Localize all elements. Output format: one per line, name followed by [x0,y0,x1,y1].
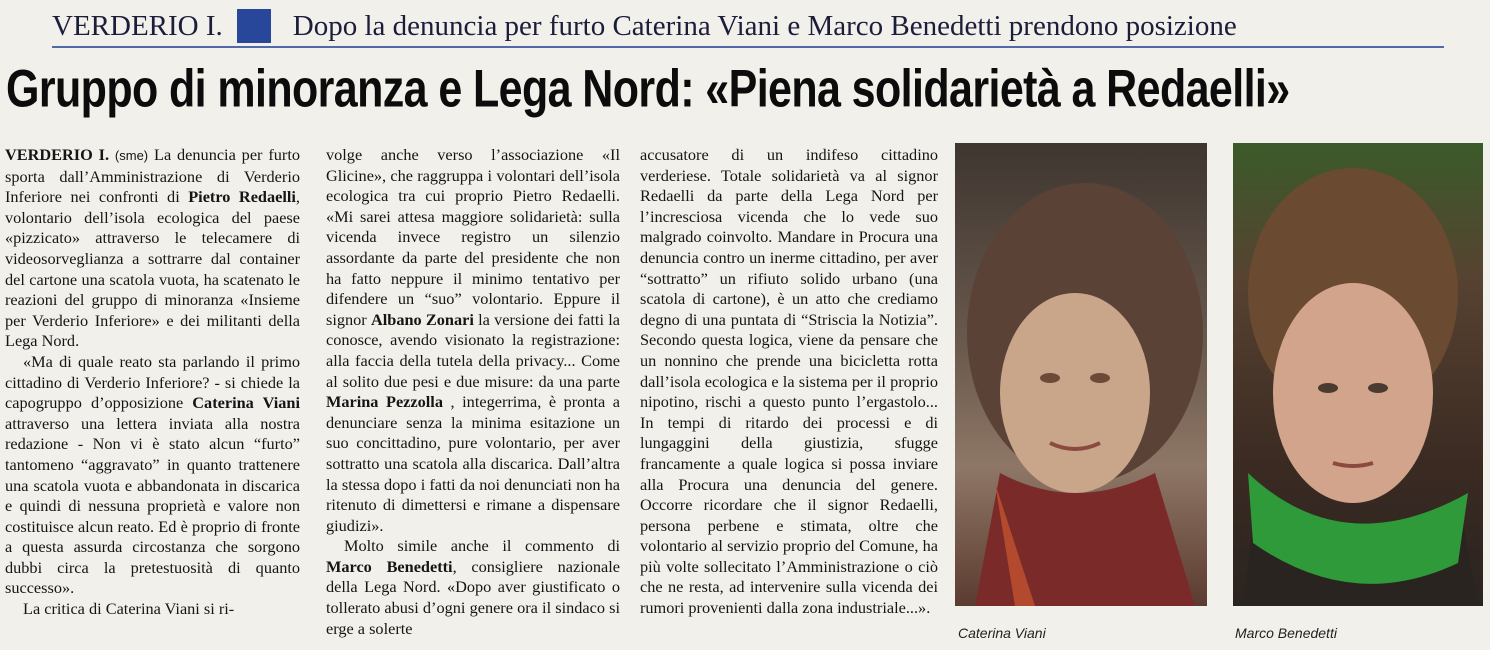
paragraph-text: , integerrima, è pronta a denunciare senza la minima esitazione un suo concittadino, pure volontario, per aver sottratto una scatola alla discarica. Dall’altra la stessa dopo i fatti da noi denunciati non ha ritenuto di dimettersi e rimane a dispensare giudizi». [326,392,620,535]
paragraph: accusatore di un indifeso cittadino verderiese. Totale solidarietà va al signor Redaelli da parte della Lega Nord per l’incresciosa vicenda che lo vede suo malgrado coinvolto. Mandare in Procura una denuncia contro un inerme cittadino, per aver “sottratto” un rifiuto solido urbano (una scatola di cartone), è un atto che crediamo degno di una puntata di “Striscia la Notizia”. Secondo questa logica, viene da pensare che un nonnino che prende una bicicletta rotta dall’isola ecologica e la sistema per il proprio nipotino, rischi a questo punto l’ergastolo... In tempi di ritardo dei processi e di lungaggini della giustizia, sfugge francamente a quale logica si possa inviare alla Procura una denuncia del genere. Occorre ricordare che il signor Redaelli, persona perbene e stimata, oltre che volontario al servizio proprio del Comune, ha più volte sollecitato l’Amministrazione o ciò che ne resta, ad intervenire sulla vicenda dei rumori provenienti dalla zona industriale...». [640,145,938,618]
paragraph: La critica di Caterina Viani si ri- [23,599,235,619]
paragraph-text: la versione dei fatti la conosce, avendo visionato la registrazione: alla faccia della tutela della privacy... Come al solito due pesi e due misure: da una parte [326,309,620,391]
byline: (sme) [114,148,149,163]
article-column-2 [326,145,620,639]
person-name: Pietro Redaelli [188,187,296,207]
person-name: Marco Benedetti [326,556,453,576]
paragraph [5,352,300,599]
headline: Gruppo di minoranza e Lega Nord: «Piena solidarietà a Redaelli» [6,60,1290,119]
paragraph-text: , consigliere nazionale della Lega Nord. «Dopo aver giustificato o tollerato abusi d’ogni genere ora il sindaco si erge a solerte [326,556,620,638]
photo-marco-benedetti [1233,143,1483,606]
portrait-woman-icon [955,143,1207,606]
kicker-bar [52,6,1444,48]
article-column-1 [5,145,300,620]
article-column-3 [640,145,938,619]
kicker-location: VERDERIO I. [52,9,223,42]
kicker-square-icon [237,9,271,43]
person-name: Albano Zonari [370,309,474,329]
photo-caption: Caterina Viani [958,625,1046,641]
photo-caption: Marco Benedetti [1235,625,1337,641]
dateline: VERDERIO I. [5,145,110,164]
paragraph-text: «Ma di quale reato sta parlando il primo cittadino di Verderio Inferiore? - si chiede la capogruppo d’opposizione [5,351,300,413]
paragraph-text: La denuncia per furto sporta dall’Amministrazione di Verderio Inferiore nei confronti di [5,145,300,207]
person-name: Caterina Viani [192,393,300,413]
person-name: Marina Pezzolla [326,392,443,412]
paragraph [326,145,620,536]
paragraph-text: volge anche verso l’associazione «Il Glicine», che raggruppa i volontari dell’isola ecologica tra cui proprio Pietro Redaelli. «Mi sarei attesa maggiore solidarietà: sulla vicenda invece registro un silenzio assordante da parte del presidente che non ha fatto neppure il minimo tentativo per difendere un “suo” volontario. Eppure il signor [326,145,620,329]
paragraph-text: Molto simile anche il commento di [344,536,620,556]
paragraph [326,536,620,639]
paragraph-text: , volontario dell’isola ecologica del paese «pizzicato» attraverso le telecamere di videosorveglianza a sottrarre dal container del cartone una scatola vuota, ha scatenato le reazioni del gruppo di minoranza «Insieme per Verderio Inferiore» e dei militanti della Lega Nord. [5,187,300,351]
photo-caterina-viani [955,143,1207,606]
paragraph [5,145,300,352]
paragraph-text: attraverso una lettera inviata alla nostra redazione - Non vi è stato alcun “furto” tantomeno “aggravato” in quanto trattenere una scatola vuota e abbandonata in discarica e quindi di nessuna proprietà e valore non costituisce alcun reato. Ed è proprio di fronte a questa assurda circostanza che sorgono dubbi circa la pretestuosità di quanto successo». [5,413,300,598]
kicker-text: Dopo la denuncia per furto Caterina Viani e Marco Benedetti prendono posizione [292,9,1237,42]
portrait-man-icon [1233,143,1483,606]
